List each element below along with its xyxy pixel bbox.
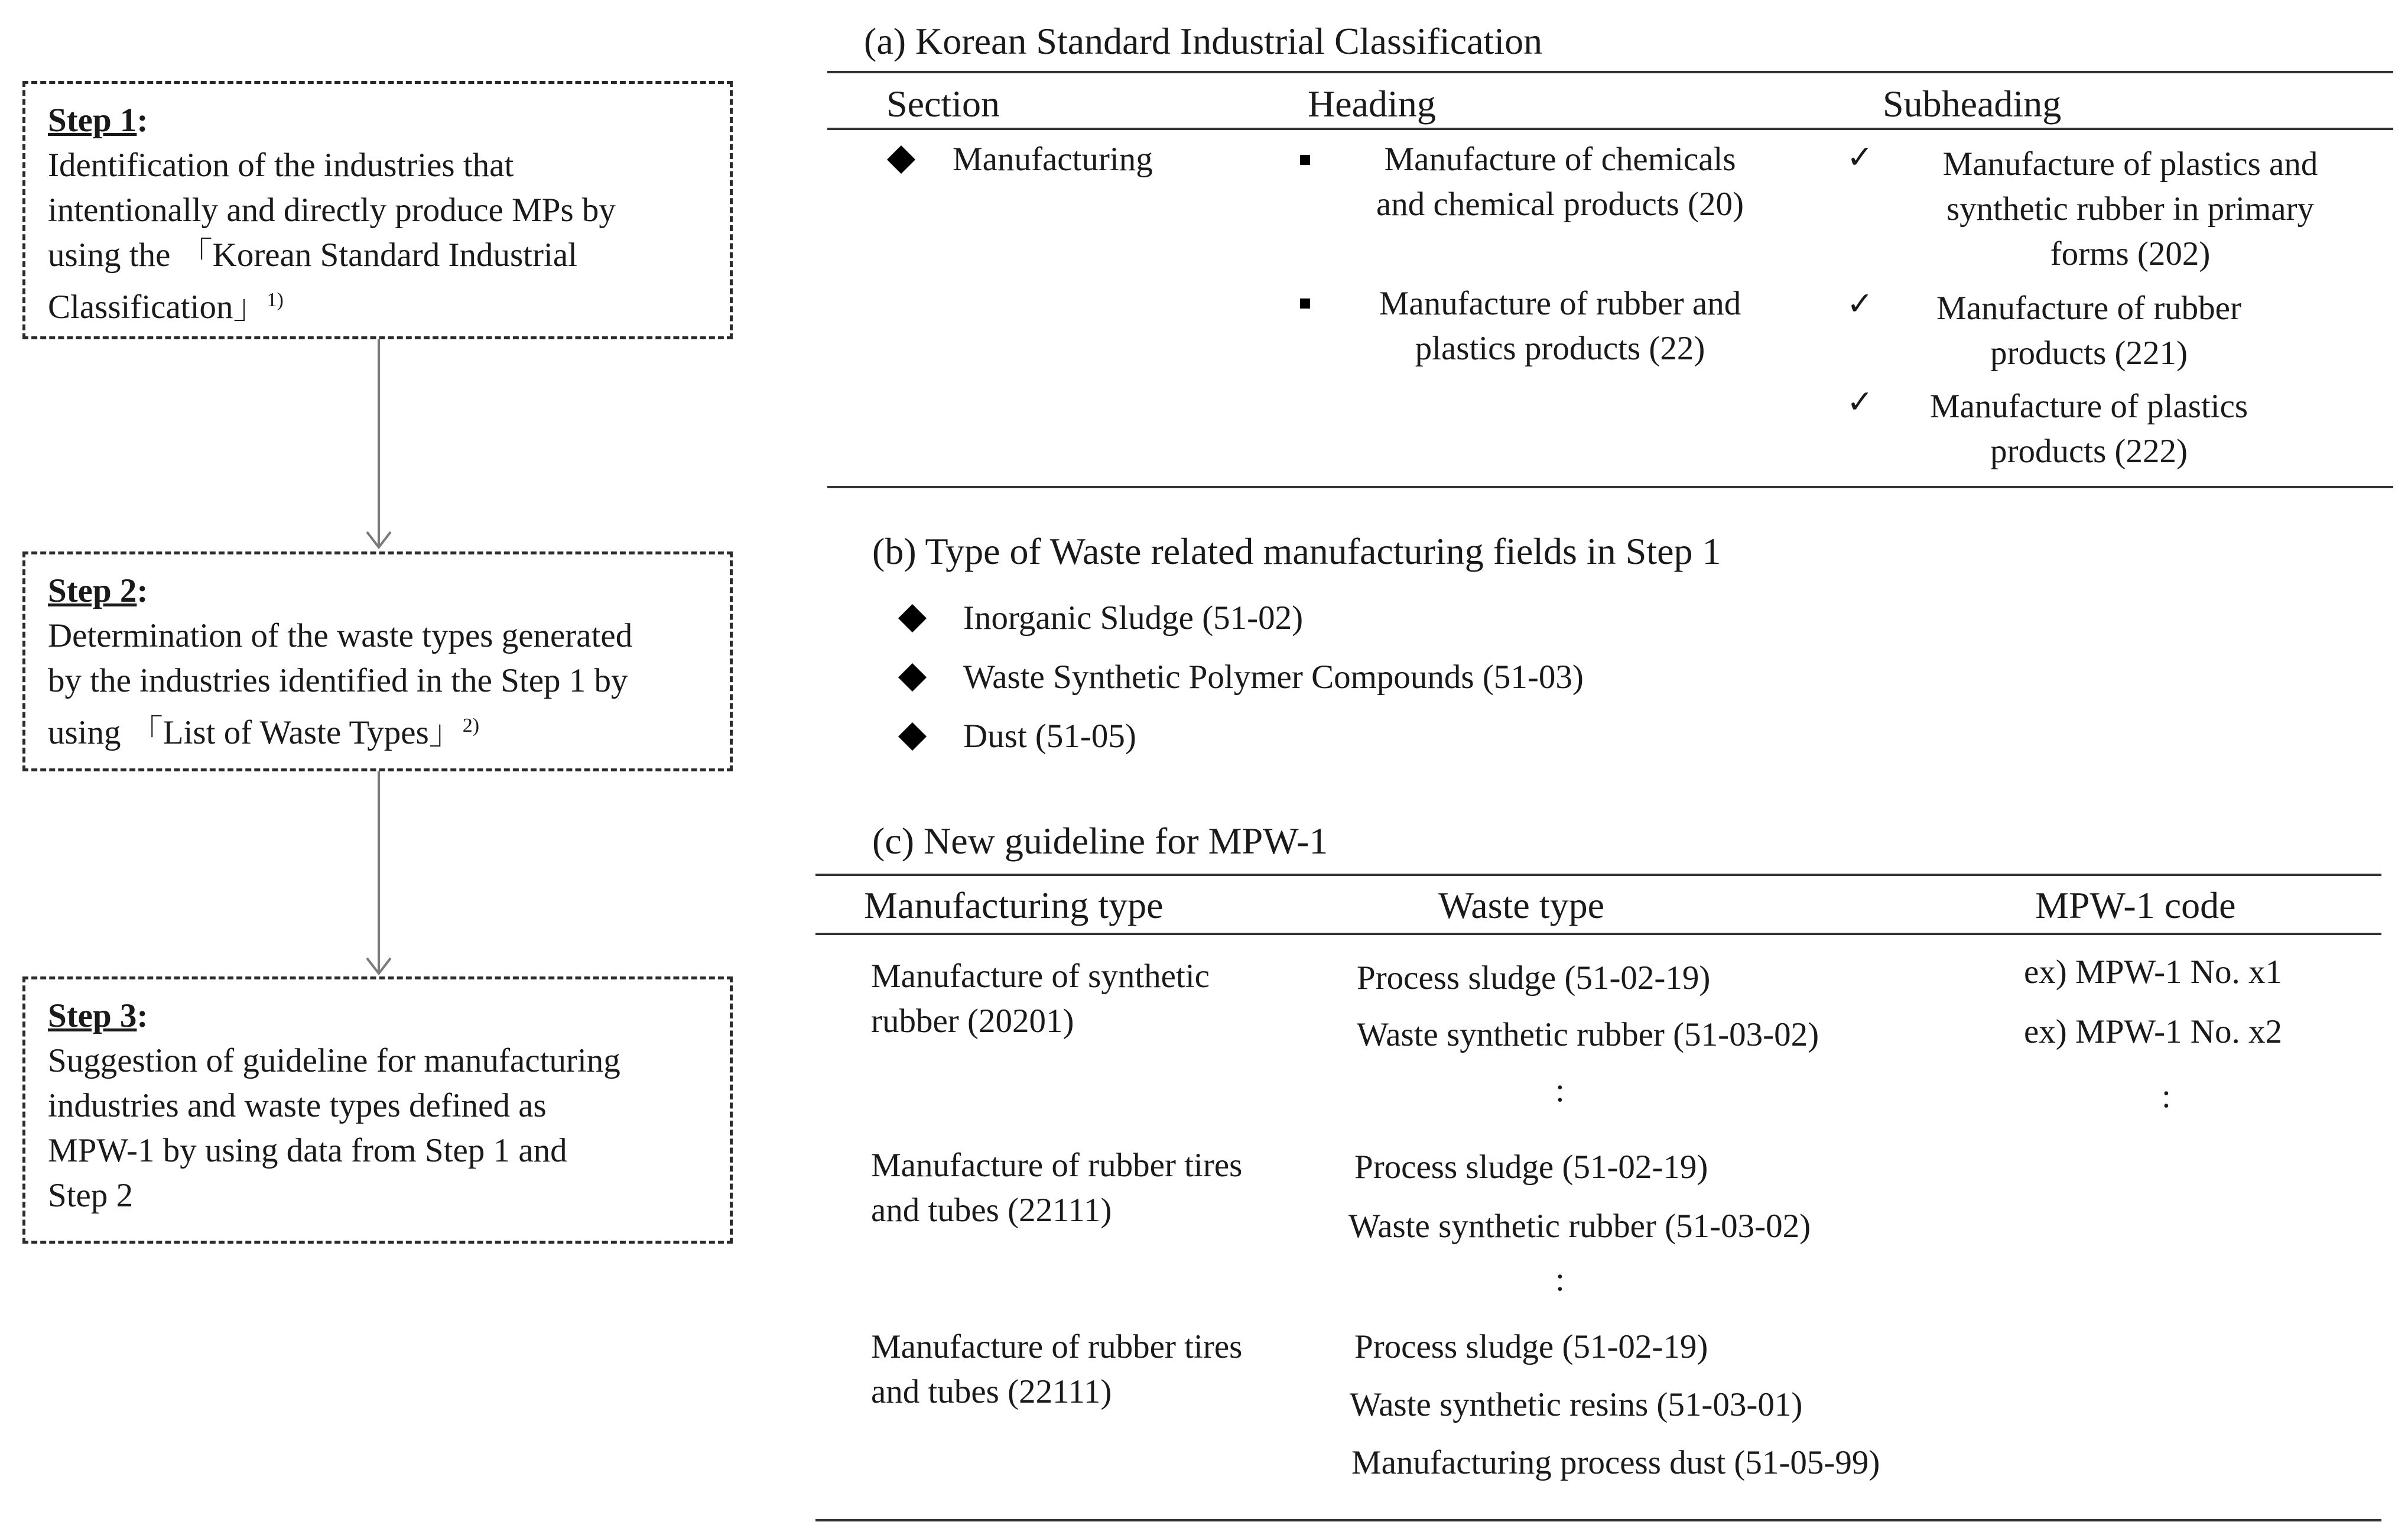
waste-type-entry: Waste synthetic rubber (51-03-02) [1357,1016,1819,1053]
waste-type-entry: Waste synthetic resins (51-03-01) [1350,1386,1803,1423]
connector-step2-step3 [378,771,380,972]
heading-chemicals: Manufacture of chemicals and chemical products (20) [1376,141,1744,223]
step-3-title: Step 3 [48,997,137,1034]
panel-a-header-heading: Heading [1308,83,1436,125]
waste-category-item: Waste Synthetic Polymer Compounds (51-03) [963,658,1584,696]
square-bullet-icon [1300,155,1310,165]
panel-c-header-waste: Waste type [1438,884,1604,926]
panel-a-header-rule [827,128,2393,130]
checkmark-icon: ✓ [1847,383,1874,420]
subheading-222: Manufacture of plastics products (222) [1929,388,2248,470]
manufacturing-type-20201: Manufacture of synthetic rubber (20201) [871,958,1210,1040]
ellipsis-marker: : [1555,1261,1565,1298]
step-2-box: Step 2: Determination of the waste types generated by the industries identified in the Step 1 by using 「List of Waste Types」$^{2)}$ [22,551,733,771]
panel-a-top-rule [827,71,2393,73]
waste-type-entry: Waste synthetic rubber (51-03-02) [1348,1208,1811,1245]
mpw-code-entry: ex) MPW-1 No. x2 [2024,1013,2282,1050]
waste-category-item: Inorganic Sludge (51-02) [963,599,1304,637]
diamond-bullet-icon [898,604,927,632]
panel-c-title: (c) New guideline for MPW-1 [872,820,1328,862]
step-1-box: Step 1: Identification of the industries that intentionally and directly produce MPs by using the 「Korean Standard Industrial Classification」$^{1)}$ [22,81,733,339]
manufacturing-type-22111: Manufacture of rubber tires and tubes (22111) [871,1328,1243,1410]
panel-a-header-section: Section [886,83,1000,125]
diamond-bullet-icon [898,722,927,751]
subheading-202: Manufacture of plastics and synthetic rubber in primary forms (202) [1942,145,2318,272]
waste-type-entry: Process sludge (51-02-19) [1357,959,1711,997]
panel-c-header-code: MPW-1 code [2035,884,2236,926]
diamond-bullet-icon [887,145,915,174]
panel-a-title: (a) Korean Standard Industrial Classification [864,20,1543,62]
ellipsis-marker: : [2162,1078,2171,1115]
connector-step1-step2 [378,339,380,546]
panel-a-bottom-rule [827,486,2393,488]
waste-type-entry: Process sludge (51-02-19) [1354,1148,1708,1186]
subheading-221: Manufacture of rubber products (221) [1936,290,2241,372]
heading-rubber-plastics: Manufacture of rubber and plastics products (22) [1379,285,1741,367]
panel-c-header-rule [815,933,2381,935]
arrow-down-icon [365,530,393,550]
waste-type-entry: Process sludge (51-02-19) [1354,1328,1708,1365]
arrow-down-icon [365,956,393,976]
waste-category-item: Dust (51-05) [963,718,1136,755]
step-3-box: Step 3: Suggestion of guideline for manufacturing industries and waste types defined as MPW-1 by using data from Step 1 and Step 2 [22,976,733,1244]
step-3-description: Suggestion of guideline for manufacturing industries and waste types defined as MPW-1 by using data from Step 1 and Step 2 [48,1042,620,1214]
checkmark-icon: ✓ [1847,285,1874,322]
diamond-bullet-icon [898,663,927,692]
checkmark-icon: ✓ [1847,138,1874,176]
panel-a-header-subheading: Subheading [1883,83,2062,125]
ellipsis-marker: : [1555,1072,1565,1109]
step-2-description: Determination of the waste types generated by the industries identified in the Step 1 by using 「List of Waste Types」 [48,617,633,751]
panel-c-top-rule [815,874,2381,876]
square-bullet-icon [1300,298,1310,309]
panel-c-bottom-rule [815,1519,2381,1521]
manufacturing-type-22111: Manufacture of rubber tires and tubes (22111) [871,1147,1243,1229]
step-1-title: Step 1 [48,102,137,139]
panel-c-header-manufacturing: Manufacturing type [864,884,1164,926]
panel-b-title: (b) Type of Waste related manufacturing fields in Step 1 [872,530,1721,572]
step-2-footnote: 2) [462,715,480,736]
step-1-footnote: 1) [267,289,284,311]
waste-type-entry: Manufacturing process dust (51-05-99) [1351,1444,1880,1481]
mpw-code-entry: ex) MPW-1 No. x1 [2024,953,2282,991]
section-manufacturing: Manufacturing [953,141,1153,178]
step-1-description: Identification of the industries that intentionally and directly produce MPs by using the 「Korean Standard Industrial Classification」 [48,147,616,326]
step-2-title: Step 2 [48,572,137,609]
